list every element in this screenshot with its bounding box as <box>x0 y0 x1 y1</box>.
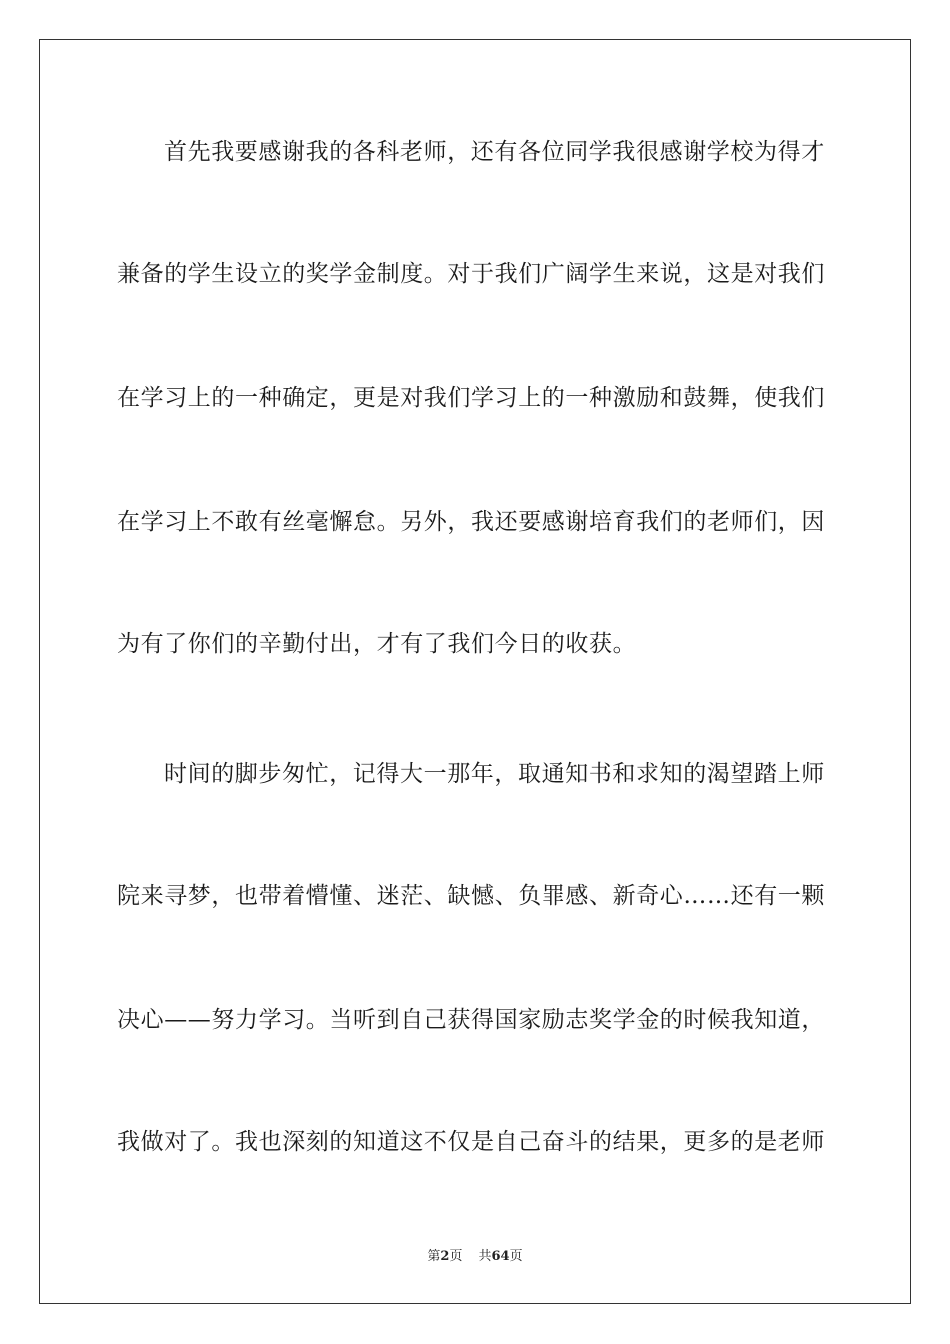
paragraph-1-line-2: 兼备的学生设立的奖学金制度。对于我们广阔学生来说，这是对我们 <box>117 261 825 287</box>
paragraph-2-line-1: 时间的脚步匆忙，记得大一那年，取通知书和求知的渴望踏上师 <box>164 761 825 787</box>
paragraph-1-line-4: 在学习上不敢有丝毫懈怠。另外，我还要感谢培育我们的老师们，因 <box>117 509 825 535</box>
page-prefix: 第 <box>427 1249 441 1264</box>
total-suffix: 页 <box>509 1249 523 1264</box>
total-pages: 64 <box>491 1249 510 1264</box>
paragraph-1-line-1: 首先我要感谢我的各科老师，还有各位同学我很感谢学校为得才 <box>164 139 825 165</box>
paragraph-2-line-2: 院来寻梦，也带着懵懂、迷茫、缺憾、负罪感、新奇心……还有一颗 <box>117 883 825 909</box>
paragraph-1-line-3: 在学习上的一种确定，更是对我们学习上的一种激励和鼓舞，使我们 <box>117 385 825 411</box>
paragraph-1-line-5: 为有了你们的辛勤付出，才有了我们今日的收获。 <box>117 631 637 657</box>
paragraph-2-line-3: 决心——努力学习。当听到自己获得国家励志奖学金的时候我知道， <box>117 1007 825 1033</box>
page-footer <box>0 1248 950 1266</box>
paragraph-2-line-4: 我做对了。我也深刻的知道这不仅是自己奋斗的结果，更多的是老师 <box>117 1129 825 1155</box>
page-suffix: 页 <box>449 1249 463 1264</box>
page-border <box>39 39 911 1304</box>
page-number: 2 <box>440 1249 450 1264</box>
total-prefix: 共 <box>478 1249 492 1264</box>
